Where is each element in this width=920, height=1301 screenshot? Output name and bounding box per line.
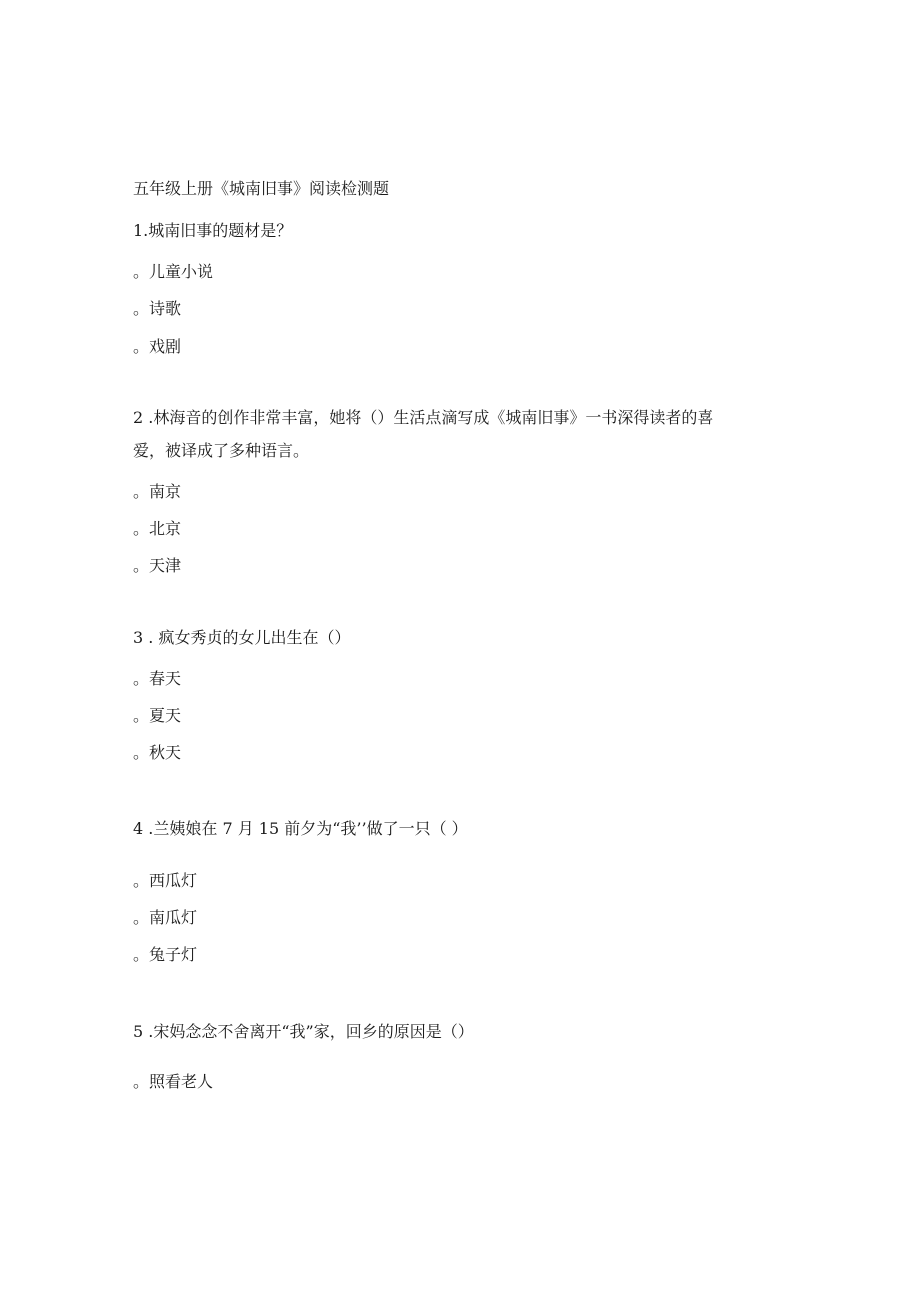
question-1-option-b: 。诗歌	[133, 299, 182, 318]
question-2-option-a: 。南京	[133, 482, 182, 501]
question-1-stem: 1.城南旧事的题材是？	[133, 221, 293, 240]
question-1-option-a: 。儿童小说	[133, 262, 214, 281]
question-3-option-a: 。春天	[133, 669, 182, 688]
document-title: 五年级上册《城南旧事》阅读检测题	[133, 179, 390, 198]
question-2-stem-line-2: 爱，被译成了多种语言。	[133, 441, 310, 460]
question-3-option-b: 。夏天	[133, 706, 182, 725]
question-4-option-a: 。西瓜灯	[133, 871, 198, 890]
question-5-stem: 5 .宋妈念念不舍离开“我”家，回乡的原因是（）	[133, 1022, 474, 1041]
question-4-option-c: 。兔子灯	[133, 945, 198, 964]
question-2-stem-line-1: 2 .林海音的创作非常丰富，她将（）生活点滴写成《城南旧事》一书深得读者的喜	[133, 408, 714, 427]
question-3-option-c: 。秋天	[133, 743, 182, 762]
question-5-option-a: 。照看老人	[133, 1072, 214, 1091]
question-2-option-c: 。天津	[133, 556, 182, 575]
question-4-stem: 4 .兰姨娘在 7 月 15 前夕为“我’’做了一只（ ）	[133, 819, 468, 838]
question-2-option-b: 。北京	[133, 519, 182, 538]
question-4-option-b: 。南瓜灯	[133, 908, 198, 927]
question-1-option-c: 。戏剧	[133, 337, 182, 356]
question-3-stem: 3 . 疯女秀贞的女儿出生在（）	[133, 628, 351, 647]
